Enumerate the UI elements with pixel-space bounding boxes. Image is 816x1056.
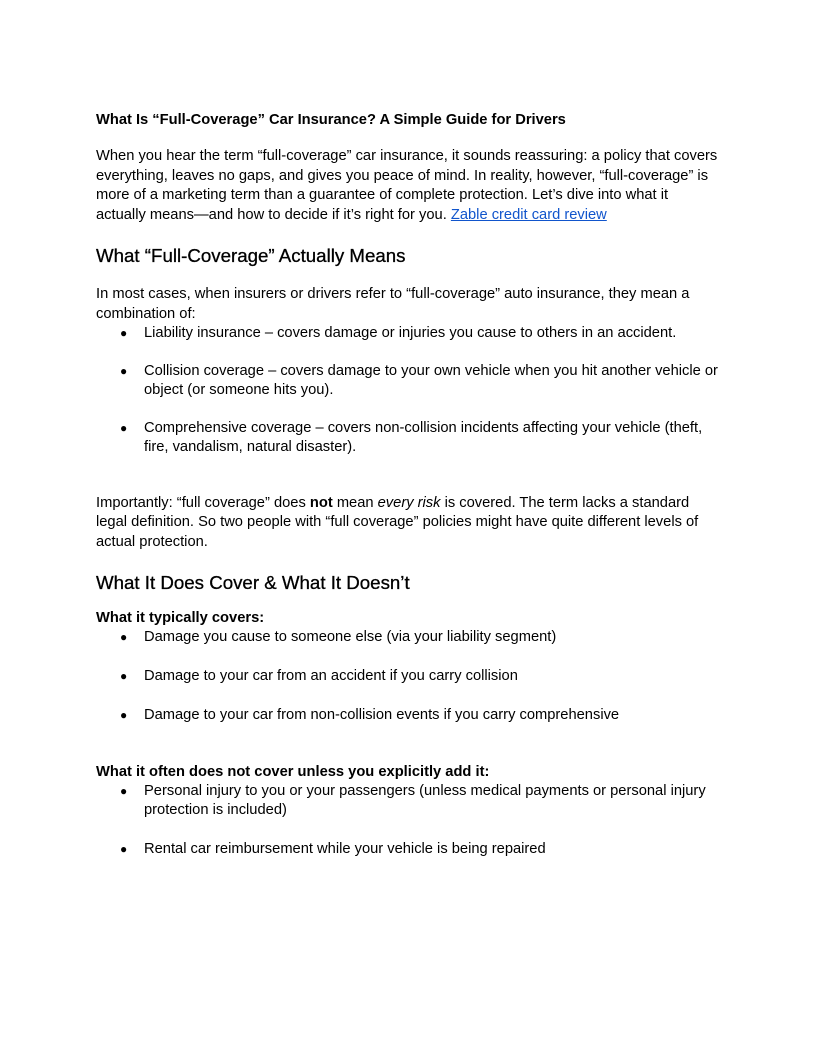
list-item <box>96 667 720 687</box>
list-item-text: Damage to your car from non-collision events if you carry comprehensive <box>144 707 620 723</box>
bullet-icon: ● <box>120 783 128 798</box>
coverage-components-list <box>96 324 720 458</box>
note-bold-text: not <box>309 494 333 511</box>
bullet-icon: ● <box>120 669 128 683</box>
intro-paragraph <box>96 147 720 225</box>
bullet-icon: ● <box>120 708 128 722</box>
bullet-icon: ● <box>120 630 128 644</box>
zable-review-link[interactable]: Zable credit card review <box>450 206 607 223</box>
list-item-text: Personal injury to you or your passengers (unless medical payments or personal injury protection is included) <box>144 782 706 818</box>
list-item-text: Damage you cause to someone else (via your liability segment) <box>144 629 557 645</box>
section-heading-cover: What It Does Cover & What It Doesn’t <box>96 572 410 593</box>
not-covers-subheading: What it often does not cover unless you explicitly add it: <box>96 763 490 780</box>
list-item <box>96 419 720 458</box>
list-item-text: Comprehensive coverage – covers non-collision incidents affecting your vehicle (theft, fire, vandalism, natural disaster). <box>144 419 703 455</box>
list-item <box>96 324 720 344</box>
list-item <box>96 782 720 821</box>
note-text: mean <box>332 494 378 511</box>
not-covers-list <box>96 782 720 860</box>
bullet-icon: ● <box>120 420 128 435</box>
list-item-text: Damage to your car from an accident if you carry collision <box>144 668 518 684</box>
section-heading-meaning: What “Full-Coverage” Actually Means <box>96 245 406 266</box>
covers-subheading: What it typically covers: <box>96 610 265 626</box>
list-item <box>96 706 720 726</box>
bullet-icon: ● <box>120 841 128 856</box>
intro-text: When you hear the term “full-coverage” car insurance, it sounds reassuring: a policy that covers everything, leaves no gaps, and gives you peace of mind. In reality, however, “full-coverage” is more of a marketing term than a guarantee of complete protection. Let’s dive into what it actually means—and how to decide if it’s right for you. <box>96 148 718 223</box>
bullet-icon: ● <box>120 363 128 378</box>
full-coverage-note <box>96 494 720 553</box>
list-item <box>96 362 720 401</box>
bullet-icon: ● <box>120 326 128 340</box>
section1-lead: In most cases, when insurers or drivers refer to “full-coverage” auto insurance, they mean a combination of: <box>96 286 690 322</box>
list-item <box>96 840 720 860</box>
note-text: Importantly: “full coverage” does <box>96 494 310 511</box>
covers-list <box>96 628 720 726</box>
list-item <box>96 628 720 648</box>
list-item-text: Collision coverage – covers damage to your own vehicle when you hit another vehicle or object (or someone hits you). <box>144 362 718 398</box>
list-item-text: Rental car reimbursement while your vehicle is being repaired <box>144 840 546 857</box>
note-text: is covered. The term lacks a standard legal definition. So two people with “full coverage” policies might have quite different levels of actual protection. <box>96 494 699 550</box>
note-italic-text: every risk <box>377 494 441 511</box>
list-item-text: Liability insurance – covers damage or injuries you cause to others in an accident. <box>144 325 677 341</box>
document-title: What Is “Full-Coverage” Car Insurance? A Simple Guide for Drivers <box>96 112 566 128</box>
document-page <box>96 111 720 859</box>
